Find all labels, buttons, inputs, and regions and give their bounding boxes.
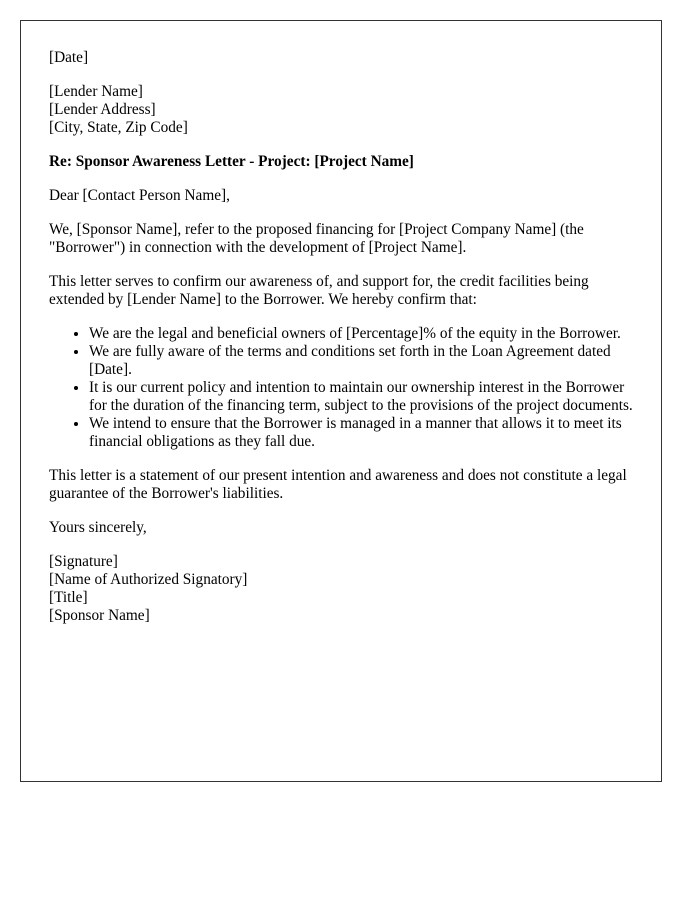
- letter: [20, 20, 662, 782]
- lender-address: [Lender Address]: [49, 101, 156, 118]
- list-item: • We intend to ensure that the Borrower is managed in a manner that allows it to meet its financial obligations as they fall due.: [89, 415, 633, 451]
- signatory-name: [Name of Authorized Signatory]: [49, 571, 248, 588]
- paragraph: This letter serves to confirm our awareness of, and support for, the credit facilities being extended by [Lender Name] to the Borrower. We hereby confirm that:: [49, 273, 589, 308]
- salutation: Dear [Contact Person Name],: [49, 187, 230, 204]
- lender-name: [Lender Name]: [49, 83, 143, 100]
- closing: Yours sincerely,: [49, 519, 147, 536]
- closing-paragraph: This letter is a statement of our present intention and awareness and does not constitute a legal guarantee of the Borrower's liabilities.: [49, 467, 627, 502]
- list-item: • We are the legal and beneficial owners of [Percentage]% of the equity in the Borrower.: [89, 325, 633, 343]
- confirmation-list: [49, 325, 633, 451]
- lender-city: [City, State, Zip Code]: [49, 119, 188, 136]
- paragraph: We, [Sponsor Name], refer to the proposed financing for [Project Company Name] (the "Borrower") in connection with the development of [Project Name].: [49, 221, 584, 256]
- signatory-title: [Title]: [49, 589, 88, 606]
- list-item: • It is our current policy and intention to maintain our ownership interest in the Borrower for the duration of the financing term, subject to the provisions of the project documents.: [89, 379, 633, 415]
- date: [Date]: [49, 49, 89, 66]
- sponsor-name: [Sponsor Name]: [49, 607, 150, 624]
- lender-address-block: [49, 83, 633, 137]
- list-item: • We are fully aware of the terms and conditions set forth in the Loan Agreement dated [Date].: [89, 343, 633, 379]
- signature-block: [49, 553, 633, 625]
- signature: [Signature]: [49, 553, 118, 570]
- subject-line: Re: Sponsor Awareness Letter - Project: [Project Name]: [49, 153, 414, 170]
